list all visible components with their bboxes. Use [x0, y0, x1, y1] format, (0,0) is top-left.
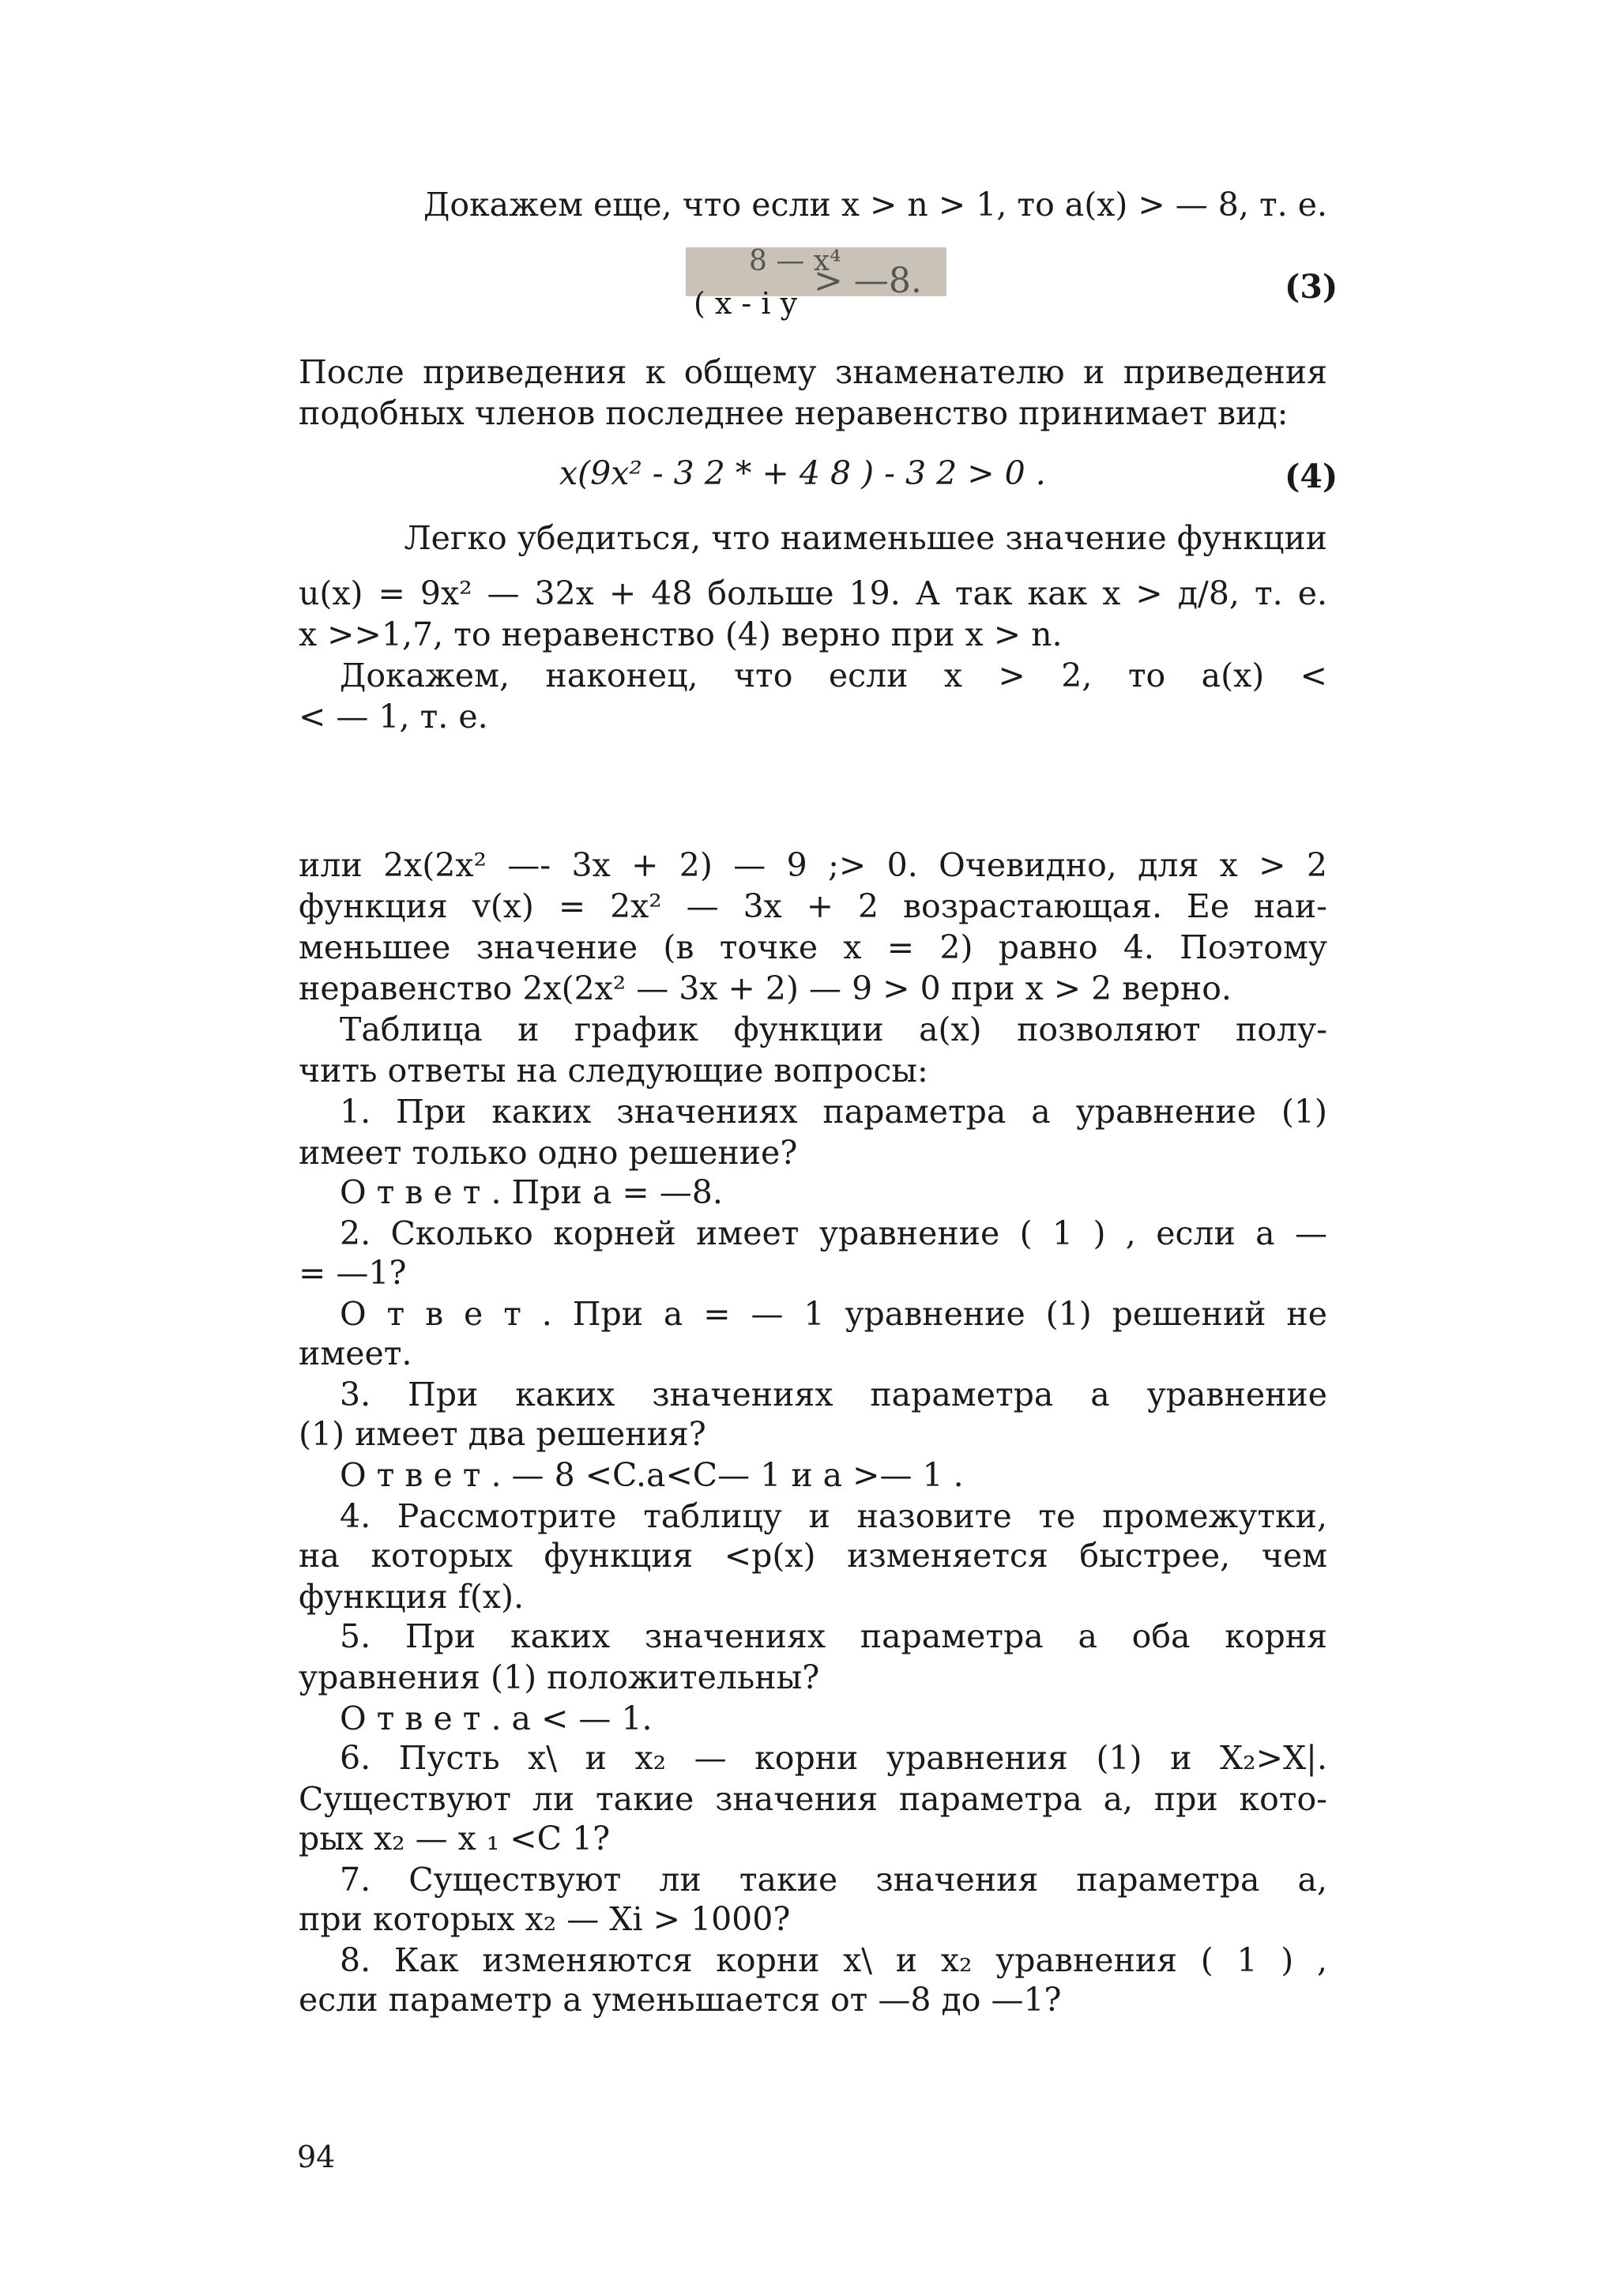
- text-line: имеет.: [299, 1334, 412, 1372]
- text-line: 6. Пусть x\ и x₂ — корни уравнения (1) и X₂>X|.: [340, 1739, 1327, 1777]
- text-line: О т в е т . При a = —8.: [340, 1173, 723, 1211]
- text-line: 1. При каких значениях параметра a уравнение (1): [340, 1093, 1327, 1131]
- text-line: Докажем, наконец, что если x > 2, то a(x) <: [340, 657, 1327, 694]
- formula-3-numerator: 8 — x⁴: [749, 245, 841, 277]
- text-line: на которых функция <p(x) изменяется быстрее, чем: [299, 1537, 1327, 1575]
- text-line: О т в е т . При a = — 1 уравнение (1) решений не: [340, 1295, 1327, 1333]
- text-line: уравнения (1) положительны?: [299, 1658, 820, 1696]
- text-line: рых x₂ — x ₁ <C 1?: [299, 1820, 611, 1858]
- text-line: неравенство 2x(2x² — 3x + 2) — 9 > 0 при x > 2 верно.: [299, 969, 1232, 1007]
- text-line: 3. При каких значениях параметра a уравнение: [340, 1376, 1327, 1413]
- text-line: О т в е т . — 8 <C.a<C— 1 и a >— 1 .: [340, 1456, 964, 1494]
- text-line: функция v(x) = 2x² — 3x + 2 возрастающая. Ее наи-: [299, 887, 1327, 925]
- text-line: при которых x₂ — Xi > 1000?: [299, 1900, 791, 1938]
- text-line: < — 1, т. е.: [299, 698, 488, 736]
- text-line: имеет только одно решение?: [299, 1134, 798, 1172]
- text-line: После приведения к общему знаменателю и приведения: [299, 353, 1327, 391]
- text-line: О т в е т . a < — 1.: [340, 1699, 653, 1737]
- formula-4: x(9x² - 3 2 * + 4 8 ) - 3 2 > 0 .: [559, 454, 1046, 492]
- text-line: x >>1,7, то неравенство (4) верно при x > n.: [299, 615, 1063, 653]
- formula-4-tag: (4): [1285, 457, 1338, 495]
- text-line: или 2x(2x² —- 3x + 2) — 9 ;> 0. Очевидно, для x > 2: [299, 846, 1327, 884]
- text-line: функция f(x).: [299, 1578, 525, 1616]
- text-line: 2. Сколько корней имеет уравнение ( 1 ) , если a —: [340, 1214, 1327, 1252]
- page-number: 94: [297, 2140, 336, 2174]
- text-line: Существуют ли такие значения параметра a, при кото-: [299, 1780, 1327, 1818]
- text-line: 8. Как изменяются корни x\ и x₂ уравнения ( 1 ) ,: [340, 1941, 1327, 1979]
- text-line: чить ответы на следующие вопросы:: [299, 1052, 928, 1090]
- text-line: 7. Существуют ли такие значения параметра a,: [340, 1861, 1327, 1899]
- text-line: (1) имеет два решения?: [299, 1415, 706, 1453]
- formula-3-tag: (3): [1285, 268, 1338, 306]
- formula-3-relation: > —8.: [814, 261, 922, 301]
- text-line: Докажем еще, что если x > n > 1, то a(x) > — 8, т. е.: [423, 186, 1327, 224]
- text-line: если параметр a уменьшается от —8 до —1?: [299, 1981, 1062, 2019]
- text-line: = —1?: [299, 1254, 407, 1292]
- text-line: 5. При каких значениях параметра a оба корня: [340, 1617, 1327, 1655]
- text-line: меньшее значение (в точке x = 2) равно 4. Поэтому: [299, 928, 1327, 966]
- text-line: u(x) = 9x² — 32x + 48 больше 19. А так как x > д/8, т. е.: [299, 574, 1327, 612]
- text-line: Легко убедиться, что наименьшее значение функции: [404, 519, 1327, 557]
- text-line: Таблица и график функции a(x) позволяют полу-: [340, 1011, 1327, 1048]
- text-line: 4. Рассмотрите таблицу и назовите те промежутки,: [340, 1497, 1327, 1535]
- formula-3-denominator: ( x - i y: [694, 286, 798, 321]
- text-line: подобных членов последнее неравенство принимает вид:: [299, 394, 1289, 432]
